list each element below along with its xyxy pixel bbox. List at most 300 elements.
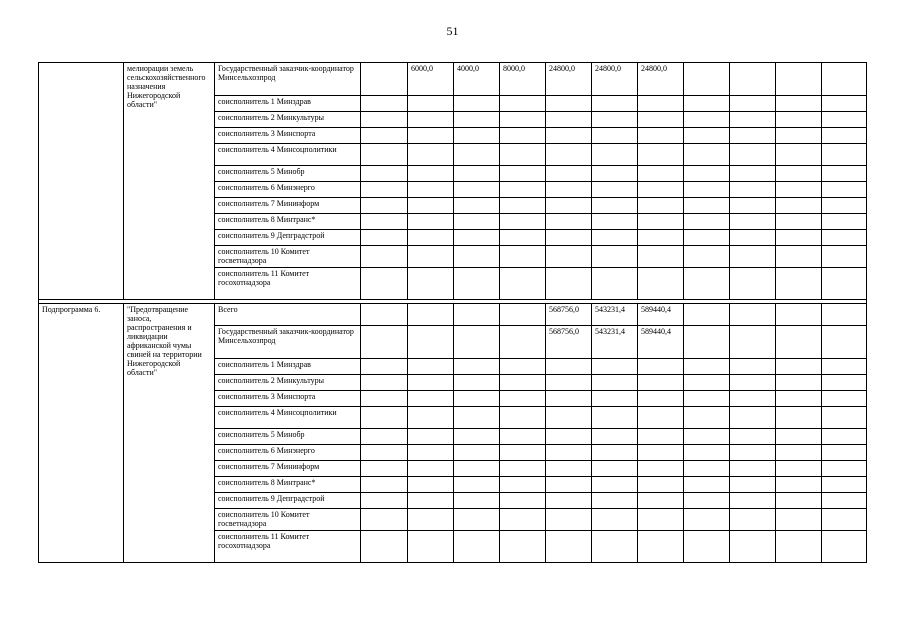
value-cell	[500, 531, 546, 563]
value-cell	[546, 493, 592, 509]
value-cell	[776, 445, 822, 461]
value-cell	[822, 246, 867, 268]
value-cell	[546, 214, 592, 230]
value-cell	[684, 144, 730, 166]
value-cell	[684, 407, 730, 429]
value-cell	[546, 477, 592, 493]
table-block-1	[39, 63, 867, 300]
value-cell	[454, 144, 500, 166]
value-cell	[361, 391, 408, 407]
value-cell	[684, 477, 730, 493]
value-cell: 6000,0	[408, 63, 454, 96]
value-cell	[776, 96, 822, 112]
value-cell	[408, 445, 454, 461]
value-cell	[454, 230, 500, 246]
value-cell	[684, 391, 730, 407]
value-cell	[454, 96, 500, 112]
value-cell	[638, 112, 684, 128]
value-cell	[822, 198, 867, 214]
funding-table	[38, 62, 867, 563]
value-cell	[684, 230, 730, 246]
table-row	[39, 63, 867, 96]
value-cell	[684, 214, 730, 230]
value-cell	[500, 509, 546, 531]
value-cell	[546, 407, 592, 429]
value-cell	[361, 477, 408, 493]
executor-label-cell: соисполнитель 9 Депградстрой	[215, 230, 361, 246]
value-cell	[822, 326, 867, 359]
value-cell	[361, 182, 408, 198]
value-cell	[822, 304, 867, 326]
value-cell	[592, 182, 638, 198]
value-cell	[408, 230, 454, 246]
value-cell	[408, 112, 454, 128]
executor-label-cell: соисполнитель 4 Минсоцполитики	[215, 144, 361, 166]
value-cell	[454, 112, 500, 128]
value-cell	[638, 531, 684, 563]
executor-label-cell: соисполнитель 9 Депградстрой	[215, 493, 361, 509]
subprogram-name-cell: мелиорации земель сельскохозяйственного назначения Нижегородской области"	[124, 63, 215, 300]
value-cell	[361, 326, 408, 359]
value-cell	[822, 375, 867, 391]
value-cell	[730, 493, 776, 509]
value-cell	[684, 461, 730, 477]
value-cell	[361, 144, 408, 166]
value-cell	[638, 391, 684, 407]
value-cell	[776, 166, 822, 182]
value-cell	[684, 445, 730, 461]
value-cell	[454, 214, 500, 230]
value-cell	[730, 182, 776, 198]
value-cell	[592, 461, 638, 477]
value-cell	[822, 166, 867, 182]
value-cell	[408, 128, 454, 144]
value-cell	[684, 509, 730, 531]
value-cell	[776, 112, 822, 128]
value-cell	[500, 445, 546, 461]
value-cell	[592, 144, 638, 166]
executor-label-cell: Государственный заказчик-координатор Минсельхозпрод	[215, 63, 361, 96]
value-cell	[822, 144, 867, 166]
value-cell	[361, 531, 408, 563]
value-cell	[684, 531, 730, 563]
value-cell	[361, 304, 408, 326]
value-cell	[546, 509, 592, 531]
value-cell	[361, 63, 408, 96]
value-cell	[361, 166, 408, 182]
value-cell	[684, 198, 730, 214]
value-cell	[730, 477, 776, 493]
value-cell	[638, 230, 684, 246]
value-cell	[408, 477, 454, 493]
executor-label-cell: Всего	[215, 304, 361, 326]
value-cell	[592, 477, 638, 493]
value-cell	[500, 112, 546, 128]
value-cell	[822, 182, 867, 198]
executor-label-cell: соисполнитель 2 Минкультуры	[215, 375, 361, 391]
value-cell	[546, 230, 592, 246]
value-cell	[454, 461, 500, 477]
value-cell	[592, 531, 638, 563]
value-cell	[638, 359, 684, 375]
executor-label-cell: соисполнитель 11 Комитет госохотнадзора	[215, 268, 361, 300]
value-cell	[638, 268, 684, 300]
value-cell	[638, 445, 684, 461]
value-cell	[546, 166, 592, 182]
value-cell	[592, 429, 638, 445]
value-cell	[684, 182, 730, 198]
executor-label-cell: соисполнитель 2 Минкультуры	[215, 112, 361, 128]
value-cell	[361, 375, 408, 391]
value-cell	[592, 407, 638, 429]
value-cell	[730, 407, 776, 429]
value-cell	[361, 128, 408, 144]
value-cell	[361, 230, 408, 246]
value-cell	[684, 493, 730, 509]
value-cell	[500, 359, 546, 375]
value-cell	[546, 96, 592, 112]
value-cell	[776, 407, 822, 429]
value-cell	[776, 429, 822, 445]
value-cell	[730, 461, 776, 477]
value-cell	[546, 461, 592, 477]
value-cell	[408, 461, 454, 477]
value-cell	[684, 166, 730, 182]
value-cell	[546, 246, 592, 268]
value-cell	[822, 407, 867, 429]
value-cell	[730, 375, 776, 391]
value-cell	[822, 268, 867, 300]
value-cell	[592, 214, 638, 230]
value-cell	[776, 326, 822, 359]
value-cell	[454, 493, 500, 509]
value-cell	[638, 96, 684, 112]
value-cell	[408, 359, 454, 375]
value-cell	[454, 477, 500, 493]
value-cell	[454, 304, 500, 326]
value-cell	[408, 214, 454, 230]
value-cell	[822, 429, 867, 445]
value-cell	[454, 391, 500, 407]
value-cell	[454, 531, 500, 563]
value-cell	[408, 182, 454, 198]
value-cell	[546, 375, 592, 391]
value-cell	[361, 246, 408, 268]
value-cell	[730, 112, 776, 128]
value-cell	[730, 429, 776, 445]
value-cell	[822, 230, 867, 246]
value-cell	[546, 429, 592, 445]
value-cell	[500, 128, 546, 144]
value-cell	[822, 477, 867, 493]
value-cell: 589440,4	[638, 326, 684, 359]
value-cell	[408, 429, 454, 445]
value-cell	[684, 112, 730, 128]
value-cell	[546, 359, 592, 375]
value-cell	[684, 326, 730, 359]
value-cell	[500, 144, 546, 166]
value-cell	[408, 493, 454, 509]
value-cell	[546, 182, 592, 198]
value-cell	[730, 304, 776, 326]
value-cell	[361, 445, 408, 461]
value-cell	[361, 407, 408, 429]
value-cell	[638, 214, 684, 230]
value-cell	[408, 326, 454, 359]
executor-label-cell: соисполнитель 10 Комитет госветнадзора	[215, 246, 361, 268]
value-cell	[454, 166, 500, 182]
value-cell	[592, 493, 638, 509]
value-cell	[684, 375, 730, 391]
value-cell	[592, 128, 638, 144]
value-cell	[684, 304, 730, 326]
value-cell	[776, 182, 822, 198]
value-cell	[776, 246, 822, 268]
value-cell	[500, 391, 546, 407]
value-cell	[822, 63, 867, 96]
value-cell	[638, 144, 684, 166]
value-cell	[546, 144, 592, 166]
value-cell	[500, 304, 546, 326]
value-cell	[776, 375, 822, 391]
value-cell	[408, 531, 454, 563]
value-cell	[592, 112, 638, 128]
value-cell	[822, 445, 867, 461]
value-cell	[776, 304, 822, 326]
value-cell	[500, 214, 546, 230]
value-cell	[638, 429, 684, 445]
value-cell	[408, 268, 454, 300]
value-cell	[822, 96, 867, 112]
value-cell	[730, 230, 776, 246]
value-cell	[730, 63, 776, 96]
value-cell	[730, 391, 776, 407]
value-cell	[500, 429, 546, 445]
executor-label-cell: соисполнитель 10 Комитет госветнадзора	[215, 509, 361, 531]
executor-label-cell: соисполнитель 3 Минспорта	[215, 391, 361, 407]
value-cell	[454, 407, 500, 429]
value-cell	[730, 509, 776, 531]
value-cell	[500, 477, 546, 493]
value-cell	[500, 407, 546, 429]
value-cell	[730, 128, 776, 144]
value-cell	[454, 375, 500, 391]
value-cell: 24800,0	[592, 63, 638, 96]
value-cell	[822, 509, 867, 531]
value-cell	[546, 112, 592, 128]
value-cell	[776, 198, 822, 214]
value-cell	[592, 96, 638, 112]
value-cell	[361, 429, 408, 445]
value-cell	[454, 509, 500, 531]
executor-label-cell: соисполнитель 1 Минздрав	[215, 96, 361, 112]
value-cell	[546, 445, 592, 461]
executor-label-cell: соисполнитель 8 Минтранс*	[215, 477, 361, 493]
value-cell	[361, 96, 408, 112]
executor-label-cell: соисполнитель 4 Минсоцполитики	[215, 407, 361, 429]
value-cell	[408, 391, 454, 407]
value-cell	[546, 268, 592, 300]
value-cell	[454, 326, 500, 359]
value-cell	[822, 128, 867, 144]
value-cell	[361, 112, 408, 128]
subprogram-code-cell	[39, 63, 124, 300]
value-cell	[454, 128, 500, 144]
value-cell	[776, 230, 822, 246]
value-cell	[684, 63, 730, 96]
value-cell	[776, 493, 822, 509]
value-cell	[592, 230, 638, 246]
value-cell	[730, 214, 776, 230]
value-cell	[454, 246, 500, 268]
subprogram-name-cell: "Предотвращение заноса, распространения и ликвидации африканской чумы свиней на территории Нижегородской области"	[124, 304, 215, 563]
value-cell	[592, 166, 638, 182]
table-block-2	[39, 304, 867, 563]
value-cell	[730, 359, 776, 375]
value-cell	[500, 268, 546, 300]
executor-label-cell: соисполнитель 5 Минобр	[215, 166, 361, 182]
value-cell	[361, 359, 408, 375]
value-cell	[776, 268, 822, 300]
value-cell	[500, 182, 546, 198]
value-cell	[730, 144, 776, 166]
value-cell	[592, 391, 638, 407]
value-cell	[500, 246, 546, 268]
value-cell	[638, 477, 684, 493]
value-cell	[454, 429, 500, 445]
value-cell	[684, 268, 730, 300]
value-cell	[776, 531, 822, 563]
value-cell: 8000,0	[500, 63, 546, 96]
value-cell	[822, 391, 867, 407]
value-cell	[592, 268, 638, 300]
value-cell	[638, 128, 684, 144]
value-cell	[454, 359, 500, 375]
value-cell	[776, 477, 822, 493]
value-cell	[638, 461, 684, 477]
value-cell	[361, 493, 408, 509]
value-cell	[776, 63, 822, 96]
value-cell: 4000,0	[454, 63, 500, 96]
value-cell	[638, 198, 684, 214]
table-row	[39, 304, 867, 326]
value-cell	[361, 214, 408, 230]
value-cell: 543231,4	[592, 304, 638, 326]
value-cell	[408, 509, 454, 531]
value-cell	[684, 359, 730, 375]
executor-label-cell: соисполнитель 8 Минтранс*	[215, 214, 361, 230]
value-cell	[638, 246, 684, 268]
value-cell	[454, 445, 500, 461]
executor-label-cell: соисполнитель 11 Комитет госохотнадзора	[215, 531, 361, 563]
value-cell: 568756,0	[546, 304, 592, 326]
value-cell	[638, 182, 684, 198]
value-cell	[408, 375, 454, 391]
value-cell	[454, 182, 500, 198]
executor-label-cell: соисполнитель 1 Минздрав	[215, 359, 361, 375]
value-cell	[361, 509, 408, 531]
value-cell	[776, 144, 822, 166]
value-cell	[546, 391, 592, 407]
executor-label-cell: соисполнитель 3 Минспорта	[215, 128, 361, 144]
value-cell	[500, 96, 546, 112]
value-cell	[776, 128, 822, 144]
value-cell	[684, 128, 730, 144]
value-cell	[408, 198, 454, 214]
value-cell	[638, 493, 684, 509]
value-cell	[730, 268, 776, 300]
executor-label-cell: Государственный заказчик-координатор Минсельхозпрод	[215, 326, 361, 359]
value-cell	[408, 407, 454, 429]
page-number: 51	[446, 24, 459, 38]
value-cell	[638, 509, 684, 531]
value-cell	[822, 214, 867, 230]
value-cell	[408, 96, 454, 112]
value-cell	[730, 246, 776, 268]
value-cell	[776, 391, 822, 407]
value-cell: 24800,0	[638, 63, 684, 96]
value-cell	[500, 493, 546, 509]
executor-label-cell: соисполнитель 7 Мининформ	[215, 461, 361, 477]
value-cell: 589440,4	[638, 304, 684, 326]
value-cell	[546, 128, 592, 144]
value-cell	[684, 246, 730, 268]
value-cell	[776, 214, 822, 230]
value-cell	[592, 375, 638, 391]
value-cell	[546, 198, 592, 214]
value-cell	[730, 96, 776, 112]
value-cell	[408, 166, 454, 182]
value-cell	[500, 375, 546, 391]
value-cell	[776, 359, 822, 375]
value-cell	[730, 198, 776, 214]
value-cell	[684, 96, 730, 112]
value-cell	[592, 445, 638, 461]
value-cell: 24800,0	[546, 63, 592, 96]
value-cell	[684, 429, 730, 445]
value-cell	[592, 359, 638, 375]
value-cell	[822, 112, 867, 128]
value-cell	[822, 531, 867, 563]
value-cell	[361, 461, 408, 477]
value-cell	[592, 198, 638, 214]
value-cell	[822, 461, 867, 477]
executor-label-cell: соисполнитель 7 Мининформ	[215, 198, 361, 214]
value-cell	[592, 246, 638, 268]
executor-label-cell: соисполнитель 6 Минэнерго	[215, 182, 361, 198]
value-cell	[408, 144, 454, 166]
value-cell	[500, 461, 546, 477]
value-cell	[500, 326, 546, 359]
value-cell	[361, 268, 408, 300]
value-cell	[408, 246, 454, 268]
value-cell	[500, 198, 546, 214]
value-cell	[592, 509, 638, 531]
value-cell	[638, 407, 684, 429]
value-cell	[730, 326, 776, 359]
value-cell: 568756,0	[546, 326, 592, 359]
value-cell	[730, 445, 776, 461]
value-cell	[500, 166, 546, 182]
value-cell	[454, 268, 500, 300]
value-cell	[638, 166, 684, 182]
value-cell	[500, 230, 546, 246]
subprogram-code-cell: Подпрограмма 6.	[39, 304, 124, 563]
value-cell	[454, 198, 500, 214]
value-cell	[822, 493, 867, 509]
value-cell	[776, 509, 822, 531]
value-cell: 543231,4	[592, 326, 638, 359]
